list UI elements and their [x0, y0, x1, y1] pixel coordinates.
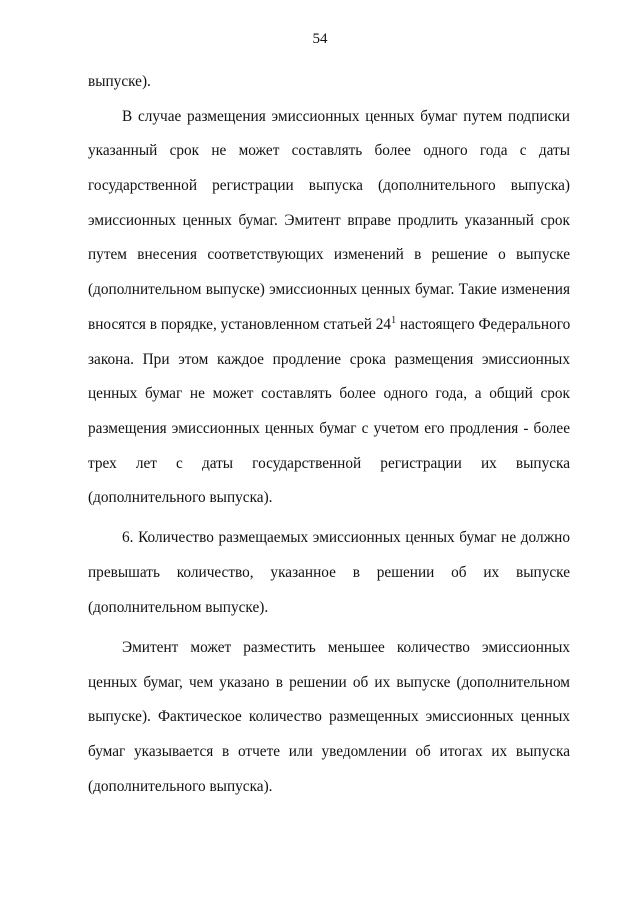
text-line: государственной регистрации выпуска (дополнительного выпуска) — [88, 177, 570, 195]
text-line: путем внесения соответствующих изменений в решение о выпуске — [88, 246, 570, 264]
text-line: превышать количество, указанное в решении об их выпуске — [88, 564, 570, 582]
paragraph-item-6 — [88, 521, 570, 625]
text-line-with-footnote — [88, 308, 570, 343]
text-line: трех лет с даты государственной регистрации их выпуска — [88, 454, 570, 472]
text-line: выпуске). — [88, 73, 151, 90]
superscript-marker: 1 — [391, 314, 397, 326]
paragraph-continuation — [88, 65, 570, 100]
text-line: размещения эмиссионных ценных бумаг с учетом его продления - более — [88, 419, 570, 437]
text-line: Эмитент может разместить меньшее количество эмиссионных — [122, 639, 570, 656]
text-line: (дополнительном выпуске) эмиссионных ценных бумаг. Такие изменения — [88, 281, 570, 299]
text-line: закона. При этом каждое продление срока размещения эмиссионных — [88, 350, 570, 368]
paragraph-issuer-quantity — [88, 631, 570, 804]
text-line: В случае размещения эмиссионных ценных бумаг путем подписки — [122, 107, 570, 125]
text-line: (дополнительного выпуска). — [88, 489, 273, 507]
text-line: (дополнительного выпуска). — [88, 777, 273, 795]
text-line: указанный срок не может составлять более одного года с даты — [88, 142, 570, 160]
text-fragment: настоящего Федерального — [396, 315, 571, 333]
text-line: ценных бумаг не может составлять более одного года, а общий срок — [88, 385, 570, 403]
text-line: эмиссионных ценных бумаг. Эмитент вправе продлить указанный срок — [88, 211, 570, 229]
text-line: 6. Количество размещаемых эмиссионных ценных бумаг не должно — [122, 529, 570, 547]
document-body — [88, 65, 570, 804]
text-line: выпуске). Фактическое количество размещенных эмиссионных ценных — [88, 708, 570, 726]
text-fragment: вносятся в порядке, установленном статьей 24 — [88, 315, 392, 333]
text-line: ценных бумаг, чем указано в решении об их выпуске (дополнительном — [88, 673, 570, 691]
page-number: 54 — [312, 31, 328, 47]
text-line: (дополнительном выпуске). — [88, 598, 269, 616]
paragraph-placement-term — [88, 100, 570, 516]
text-line: бумаг указывается в отчете или уведомлении об итогах их выпуска — [88, 743, 570, 761]
